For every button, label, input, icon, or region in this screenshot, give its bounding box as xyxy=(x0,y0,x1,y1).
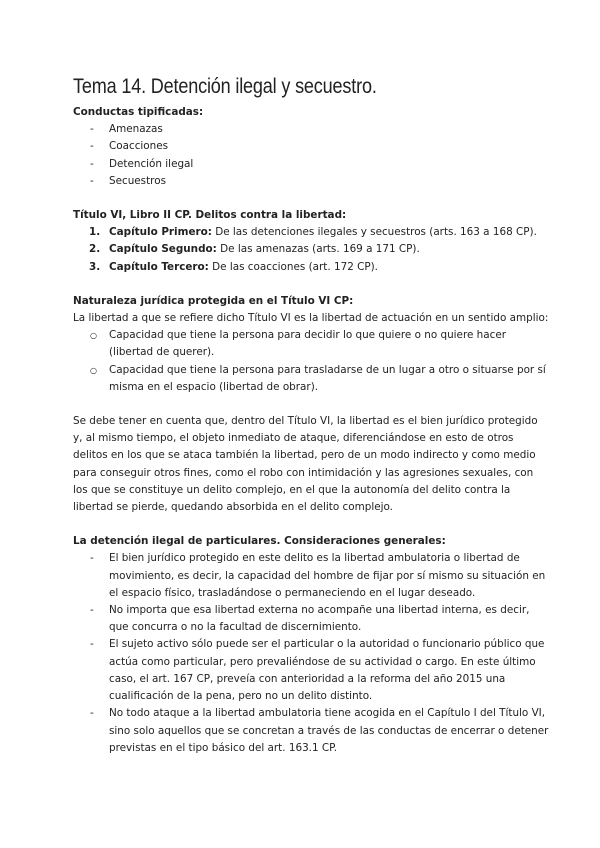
body-paragraph: Se debe tener en cuenta que, dentro del Título VI, la libertad es el bien jurídico protegido y, al mismo tiempo, el objeto inmediato de ataque, diferenciándose en esto de otros delitos en los que se ataca también la libertad, pero de un modo indirecto y como medio para conseguir otros fines, como el robo con intimidación y las agresiones sexuales, con los que se constituye un delito complejo, en el que la autonomía del delito contra la libertad se pierde, quedando absorbida en el delito complejo. xyxy=(73,415,538,514)
list-item: - El bien jurídico protegido en este delito es la libertad ambulatoria o libertad de movimiento, es decir, la capacidad del hombre de fijar por sí mismo su situación en el espacio físico, trasladándose o permaneciendo en el lugar deseado. xyxy=(73,550,550,602)
list-item xyxy=(73,241,550,258)
item-number: 3. xyxy=(89,260,101,273)
conductas-list xyxy=(73,121,550,190)
section-conductas xyxy=(73,104,550,190)
item-label: Capítulo Primero: xyxy=(109,226,212,239)
item-label: Capítulo Tercero: xyxy=(109,260,209,273)
section-naturaleza xyxy=(73,293,550,396)
page-title: Tema 14. Detención ilegal y secuestro. xyxy=(73,75,377,98)
item-text: De las coacciones (art. 172 CP). xyxy=(208,260,378,273)
list-item: - Amenazas xyxy=(73,121,550,138)
item-text: De las amenazas (arts. 169 a 171 CP). xyxy=(216,243,420,256)
item-text: De las detenciones ilegales y secuestros (arts. 163 a 168 CP). xyxy=(211,226,537,239)
section-titulo-vi xyxy=(73,207,550,276)
list-item: - Secuestros xyxy=(73,173,550,190)
section-detencion xyxy=(73,533,550,757)
list-item xyxy=(73,259,550,276)
list-item: - No todo ataque a la libertad ambulatoria tiene acogida en el Capítulo I del Título VI, sino solo aquellos que se concretan a través de las conductas de encerrar o detener previstas en el tipo básico del art. 163.1 CP. xyxy=(73,705,550,757)
section-heading: Conductas tipificadas: xyxy=(73,106,204,118)
consideraciones-list xyxy=(73,550,550,756)
list-item xyxy=(73,224,550,241)
libertad-list xyxy=(73,327,550,396)
list-item: ○ Capacidad que tiene la persona para trasladarse de un lugar a otro o situarse por sí misma en el espacio (libertad de obrar). xyxy=(73,362,550,396)
list-item: - No importa que esa libertad externa no acompañe una libertad interna, es decir, que concurra o no la facultad de discernimiento. xyxy=(73,602,550,636)
item-label: Capítulo Segundo: xyxy=(109,243,217,256)
list-item: - Coacciones xyxy=(73,138,550,155)
item-number: 1. xyxy=(89,226,101,239)
list-item: - Detención ilegal xyxy=(73,156,550,173)
section-heading: La detención ilegal de particulares. Consideraciones generales: xyxy=(73,535,446,548)
item-number: 2. xyxy=(89,243,101,256)
section-intro: La libertad a que se refiere dicho Título VI es la libertad de actuación en un sentido amplio: xyxy=(73,312,549,325)
capitulos-list xyxy=(73,224,550,276)
list-item: ○ Capacidad que tiene la persona para decidir lo que quiere o no quiere hacer (libertad de querer). xyxy=(73,327,550,361)
list-item: - El sujeto activo sólo puede ser el particular o la autoridad o funcionario público que actúa como particular, pero prevaliéndose de su actividad o cargo. En este último caso, el art. 167 CP, preveía con anterioridad a la reforma del año 2015 una cualificación de la pena, pero no un delito distinto. xyxy=(73,636,550,705)
section-heading: Naturaleza jurídica protegida en el Título VI CP: xyxy=(73,294,354,307)
section-heading: Título VI, Libro II CP. Delitos contra la libertad: xyxy=(73,209,347,222)
